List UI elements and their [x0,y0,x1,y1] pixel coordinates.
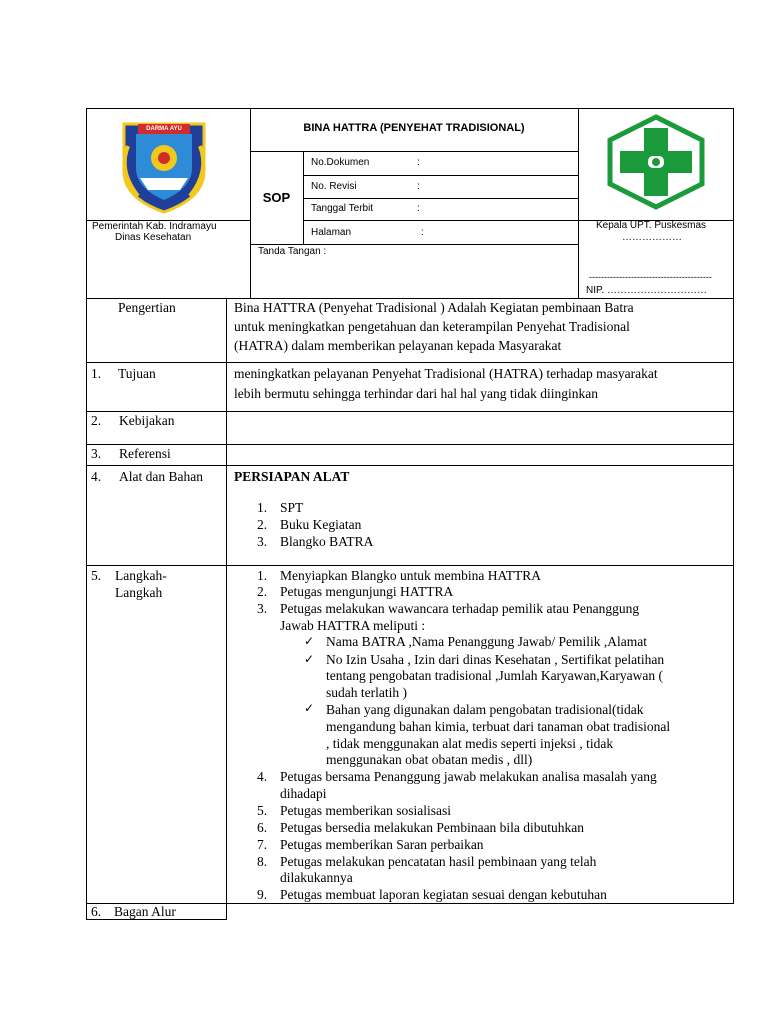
label-referensi: Referensi [119,446,171,461]
left-org-line1: Pemerintah Kab. Indramayu [92,221,217,232]
label-alat-bahan: Alat dan Bahan [119,469,203,484]
persiapan-heading: PERSIAPAN ALAT [234,469,350,484]
label-langkah: Langkah [115,585,163,600]
signature-label: Tanda Tangan : [258,246,327,257]
pengertian-line: Bina HATTRA (Penyehat Tradisional ) Adalah Kegiatan pembinaan Batra [234,300,634,315]
tujuan-line: lebih bermutu sehingga terhindar dari hal hal yang tidak diinginkan [234,386,599,401]
label-tujuan: Tujuan [118,366,156,381]
regency-logo [114,116,214,216]
label-bagan-alur: Bagan Alur [114,904,176,919]
puskesmas-logo [604,114,708,210]
check-icon: ✓ [304,634,315,648]
right-org-line1: Kepala UPT. Puskesmas [596,220,707,231]
logo-motto: DARMA AYU [146,126,182,132]
label-langkah: Langkah- [115,568,167,583]
page-title: BINA HATTRA (PENYEHAT TRADISIONAL) [303,122,525,134]
check-icon: ✓ [304,701,315,715]
pengertian-line: (HATRA) dalam memberikan pelayanan kepada Masyarakat [234,338,562,353]
check-icon: ✓ [304,652,315,666]
label-kebijakan: Kebijakan [119,413,175,428]
pengertian-line: untuk meningkatkan pengetahuan dan keterampilan Penyehat Tradisional [234,319,630,334]
right-org-line2: ……………… [622,232,682,243]
signature-line: ----------------------------------------- [589,272,712,282]
nip-line: NIP. ………………………… [586,285,707,296]
label-pengertian: Pengertian [118,300,176,315]
left-org-line2: Dinas Kesehatan [115,232,192,243]
tujuan-line: meningkatkan pelayanan Penyehat Tradisional (HATRA) terhadap masyarakat [234,366,658,381]
sop-label: SOP [262,190,291,205]
